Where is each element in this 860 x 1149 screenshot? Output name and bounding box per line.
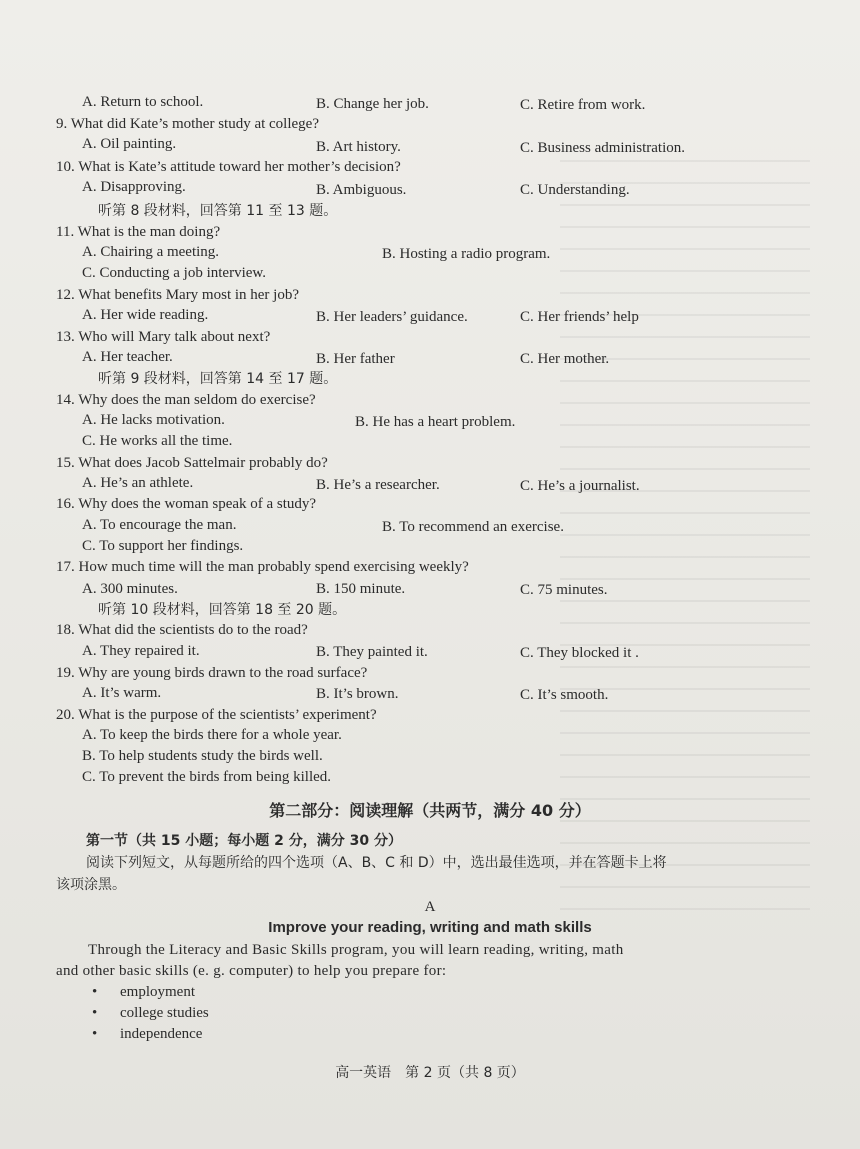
q11-option-b: B. Hosting a radio program. [382, 246, 551, 262]
q9-option-c: C. Business administration. [520, 140, 685, 156]
q20-option-b: B. To help students study the birds well. [82, 748, 323, 764]
question-16: 16. Why does the woman speak of a study? [56, 496, 317, 512]
instruction-section-9: 听第 9 段材料，回答第 14 至 17 题。 [98, 371, 338, 387]
bullet-mark: • [92, 1005, 98, 1021]
q12-option-a: A. Her wide reading. [82, 307, 209, 323]
passage-letter: A [424, 899, 436, 915]
q16-option-c: C. To support her findings. [82, 538, 244, 554]
question-12: 12. What benefits Mary most in her job? [56, 287, 300, 303]
q19-option-b: B. It’s brown. [316, 686, 399, 702]
q12-option-c: C. Her friends’ help [520, 309, 639, 325]
page-footer: 高一英语 第 2 页（共 8 页） [335, 1065, 525, 1081]
q19-option-a: A. It’s warm. [82, 685, 162, 701]
question-15: 15. What does Jacob Sattelmair probably do? [56, 455, 328, 471]
question-9: 9. What did Kate’s mother study at college? [56, 116, 319, 132]
q13-option-a: A. Her teacher. [82, 349, 173, 365]
part-2-title: 第二部分：阅读理解（共两节，满分 40 分） [269, 801, 591, 820]
q16-option-b: B. To recommend an exercise. [382, 519, 564, 535]
q8-option-a: A. Return to school. [82, 94, 204, 110]
q20-option-a: A. To keep the birds there for a whole year. [82, 727, 342, 743]
bullet-item [92, 982, 195, 1002]
q14-option-c: C. He works all the time. [82, 433, 233, 449]
q20-option-c: C. To prevent the birds from being killed. [82, 769, 332, 785]
bullet-mark: • [92, 1026, 98, 1042]
q15-option-a: A. He’s an athlete. [82, 475, 194, 491]
q18-option-a: A. They repaired it. [82, 643, 200, 659]
bullet-item [92, 1024, 202, 1044]
q15-option-b: B. He’s a researcher. [316, 477, 440, 493]
bullet-text: college studies [120, 1005, 209, 1021]
instruction-section-8: 听第 8 段材料，回答第 11 至 13 题。 [98, 203, 338, 219]
q10-option-b: B. Ambiguous. [316, 182, 407, 198]
question-17: 17. How much time will the man probably spend exercising weekly? [56, 559, 469, 575]
question-19: 19. Why are young birds drawn to the road surface? [56, 665, 368, 681]
passage-line-2: and other basic skills (e. g. computer) to help you prepare for: [56, 963, 447, 979]
bullet-text: independence [120, 1026, 203, 1042]
q8-option-b: B. Change her job. [316, 96, 429, 112]
q11-option-c: C. Conducting a job interview. [82, 265, 266, 281]
section-1-instructions-line2: 该项涂黑。 [56, 877, 126, 893]
question-11: 11. What is the man doing? [56, 224, 221, 240]
passage-title: Improve your reading, writing and math skills [268, 919, 592, 936]
q9-option-b: B. Art history. [316, 139, 401, 155]
q8-option-c: C. Retire from work. [520, 97, 646, 113]
q17-option-b: B. 150 minute. [316, 581, 406, 597]
passage-line-1: Through the Literacy and Basic Skills program, you will learn reading, writing, math [88, 942, 624, 958]
section-1-title: 第一节（共 15 小题；每小题 2 分，满分 30 分） [86, 833, 402, 849]
q18-option-c: C. They blocked it . [520, 645, 639, 661]
q13-option-b: B. Her father [316, 351, 395, 367]
question-10: 10. What is Kate’s attitude toward her mother’s decision? [56, 159, 401, 175]
q19-option-c: C. It’s smooth. [520, 687, 609, 703]
question-14: 14. Why does the man seldom do exercise? [56, 392, 316, 408]
q10-option-a: A. Disapproving. [82, 179, 186, 195]
q14-option-a: A. He lacks motivation. [82, 412, 225, 428]
instruction-section-10: 听第 10 段材料，回答第 18 至 20 题。 [98, 602, 347, 618]
question-18: 18. What did the scientists do to the road? [56, 622, 308, 638]
q10-option-c: C. Understanding. [520, 182, 630, 198]
question-20: 20. What is the purpose of the scientists’ experiment? [56, 707, 377, 723]
q15-option-c: C. He’s a journalist. [520, 478, 640, 494]
question-13: 13. Who will Mary talk about next? [56, 329, 271, 345]
bullet-mark: • [92, 984, 98, 1000]
q18-option-b: B. They painted it. [316, 644, 428, 660]
q13-option-c: C. Her mother. [520, 351, 610, 367]
bullet-item [92, 1003, 209, 1023]
q17-option-a: A. 300 minutes. [82, 581, 178, 597]
q11-option-a: A. Chairing a meeting. [82, 244, 220, 260]
bullet-text: employment [120, 984, 195, 1000]
q17-option-c: C. 75 minutes. [520, 582, 608, 598]
q16-option-a: A. To encourage the man. [82, 517, 237, 533]
section-1-instructions-line1: 阅读下列短文，从每题所给的四个选项（A、B、C 和 D）中，选出最佳选项，并在答题卡上将 [86, 855, 667, 871]
q12-option-b: B. Her leaders’ guidance. [316, 309, 468, 325]
q14-option-b: B. He has a heart problem. [355, 414, 516, 430]
q9-option-a: A. Oil painting. [82, 136, 177, 152]
